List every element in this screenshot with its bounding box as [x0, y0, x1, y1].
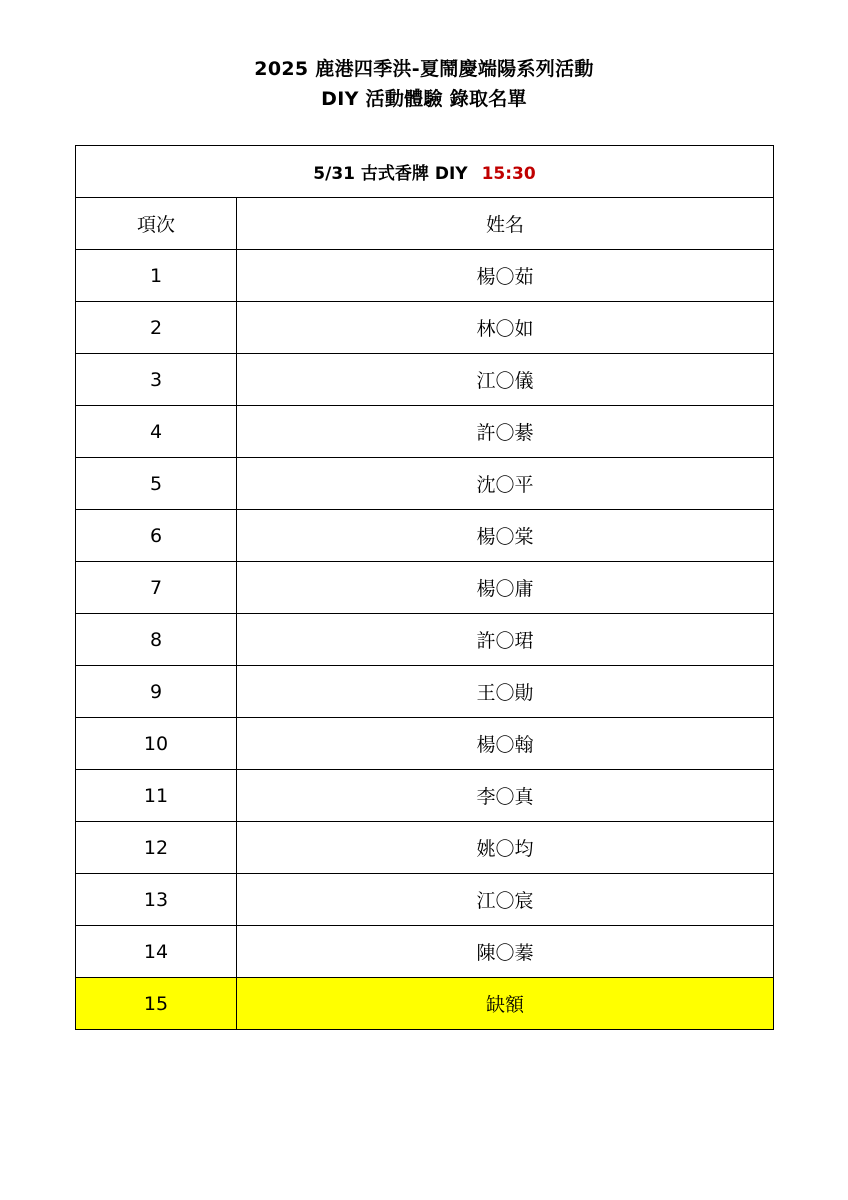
participant-name-cell: 王〇勛 — [237, 666, 774, 718]
document-header — [0, 54, 848, 114]
row-number-cell: 15 — [76, 978, 237, 1030]
participant-name-cell: 楊〇茹 — [237, 250, 774, 302]
row-number-cell: 10 — [76, 718, 237, 770]
table-row — [76, 302, 774, 354]
participant-name-cell: 楊〇翰 — [237, 718, 774, 770]
row-number-cell: 5 — [76, 458, 237, 510]
row-number-cell: 12 — [76, 822, 237, 874]
participant-name-cell: 李〇真 — [237, 770, 774, 822]
session-time: 15:30 — [481, 164, 536, 184]
table-row — [76, 718, 774, 770]
participant-name-cell: 陳〇蓁 — [237, 926, 774, 978]
column-header-row — [76, 198, 774, 250]
participant-name-cell: 沈〇平 — [237, 458, 774, 510]
session-cell — [76, 146, 774, 198]
table-row — [76, 250, 774, 302]
participant-name-cell: 楊〇庸 — [237, 562, 774, 614]
session-label: 5/31 古式香牌 DIY — [313, 164, 468, 184]
table-row — [76, 458, 774, 510]
row-number-cell: 11 — [76, 770, 237, 822]
table-row — [76, 406, 774, 458]
row-number-cell: 4 — [76, 406, 237, 458]
vacancy-label-cell: 缺額 — [237, 978, 774, 1030]
table-row — [76, 822, 774, 874]
column-header-number: 項次 — [76, 198, 237, 250]
participant-name-cell: 許〇綦 — [237, 406, 774, 458]
page-title: 2025 鹿港四季洪-夏鬧慶端陽系列活動 — [254, 58, 594, 80]
participant-name-cell: 姚〇均 — [237, 822, 774, 874]
participant-name-cell: 許〇珺 — [237, 614, 774, 666]
row-number-cell: 14 — [76, 926, 237, 978]
column-header-name: 姓名 — [237, 198, 774, 250]
table-row — [76, 770, 774, 822]
admission-list-table — [75, 145, 774, 1030]
table-row — [76, 354, 774, 406]
row-number-cell: 8 — [76, 614, 237, 666]
row-number-cell: 7 — [76, 562, 237, 614]
participant-name-cell: 楊〇棠 — [237, 510, 774, 562]
session-header-row — [76, 146, 774, 198]
vacancy-row — [76, 978, 774, 1030]
participant-name-cell: 江〇宸 — [237, 874, 774, 926]
page-subtitle: DIY 活動體驗 錄取名單 — [321, 88, 527, 110]
table-row — [76, 510, 774, 562]
row-number-cell: 6 — [76, 510, 237, 562]
table-row — [76, 614, 774, 666]
row-number-cell: 9 — [76, 666, 237, 718]
table-row — [76, 926, 774, 978]
row-number-cell: 13 — [76, 874, 237, 926]
row-number-cell: 2 — [76, 302, 237, 354]
table-row — [76, 666, 774, 718]
table-row — [76, 874, 774, 926]
participant-name-cell: 林〇如 — [237, 302, 774, 354]
participant-name-cell: 江〇儀 — [237, 354, 774, 406]
row-number-cell: 3 — [76, 354, 237, 406]
table-row — [76, 562, 774, 614]
row-number-cell: 1 — [76, 250, 237, 302]
